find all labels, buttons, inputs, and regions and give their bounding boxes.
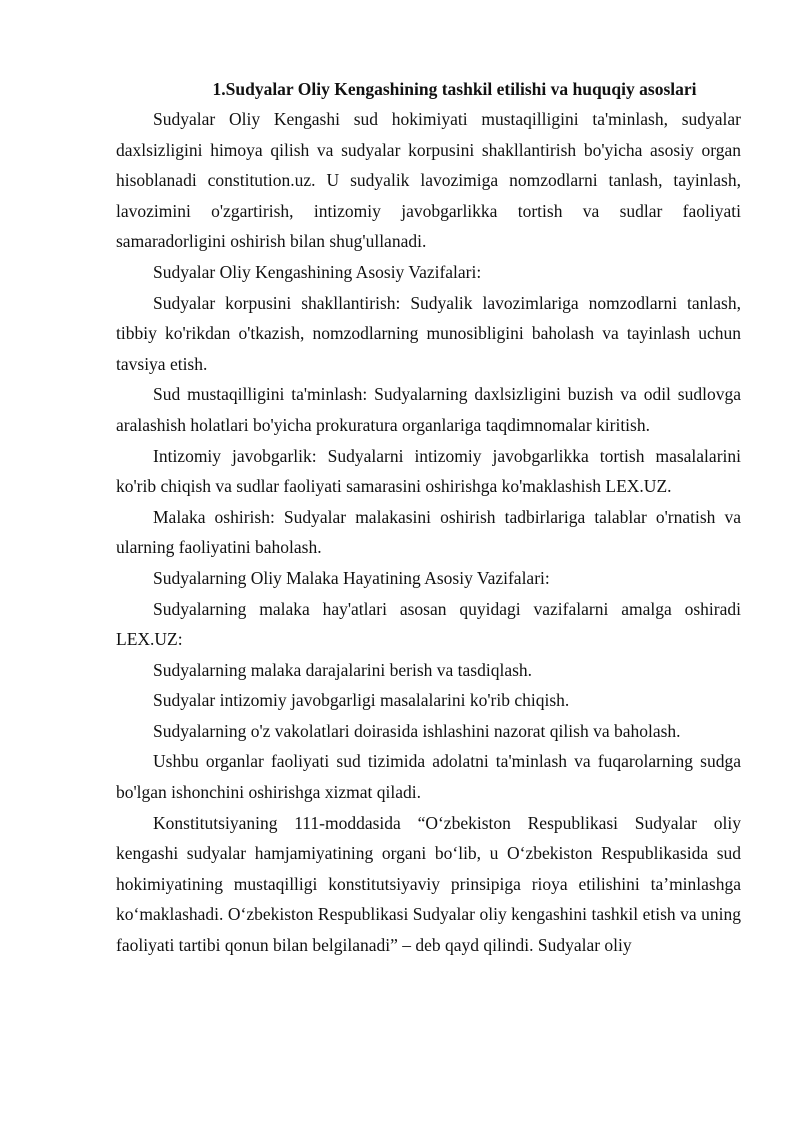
paragraph-12: Ushbu organlar faoliyati sud tizimida adolatni ta'minlash va fuqarolarning sudga bo'lgan ishonchini oshirishga xizmat qiladi. xyxy=(116,751,741,803)
paragraph-8: Sudyalarning malaka hay'atlari asosan quyidagi vazifalarni amalga oshiradi LEX.UZ: xyxy=(116,598,741,650)
paragraph-10: Sudyalar intizomiy javobgarligi masalalarini ko'rib chiqish. xyxy=(153,690,570,711)
paragraph-7: Sudyalarning Oliy Malaka Hayatining Asosiy Vazifalari: xyxy=(153,567,550,588)
paragraph-5: Intizomiy javobgarlik: Sudyalarni intizomiy javobgarlikka tortish masalalarini ko'rib chiqish va sudlar faoliyati samarasini oshirishga ko'maklashish LEX.UZ. xyxy=(116,445,741,497)
paragraph-3: Sudyalar korpusini shakllantirish: Sudyalik lavozimlariga nomzodlarni tanlash, tibbiy ko'rikdan o'tkazish, nomzodlarning munosibligini baholash va tayinlash uchun tavsiya etish. xyxy=(116,292,741,374)
paragraph-11: Sudyalarning o'z vakolatlari doirasida ishlashini nazorat qilish va baholash. xyxy=(153,720,681,741)
document-title: 1.Sudyalar Oliy Kengashining tashkil etilishi va huquqiy asoslari xyxy=(212,79,697,99)
paragraph-13: Konstitutsiyaning 111-moddasida “O‘zbekiston Respublikasi Sudyalar oliy kengashi sudyalar hamjamiyatining organi bo‘lib, u O‘zbekiston Respublikasida sud hokimiyatining mustaqilligi konstitutsiyaviy prinsipiga rioya etilishini ta’minlashga ko‘maklashadi. O‘zbekiston Respublikasi Sudyalar oliy kengashini tashkil etish va uning faoliyati tartibi qonun bilan belgilanadi” – deb qayd qilindi. Sudyalar oliy xyxy=(116,812,741,956)
paragraph-9: Sudyalarning malaka darajalarini berish va tasdiqlash. xyxy=(153,659,533,680)
document-page xyxy=(116,74,741,961)
paragraph-1: Sudyalar Oliy Kengashi sud hokimiyati mustaqilligini ta'minlash, sudyalar daxlsizligini himoya qilish va sudyalar korpusini shakllantirish bo'yicha asosiy organ hisoblanadi constitution.uz. U sudyalik lavozimiga nomzodlarni tanlash, tayinlash, lavozimini o'zgartirish, intizomiy javobgarlikka tortish va sudlar faoliyati samaradorligini oshirish bilan shug'ullanadi. xyxy=(116,109,741,252)
paragraph-6: Malaka oshirish: Sudyalar malakasini oshirish tadbirlariga talablar o'rnatish va ularning faoliyatini baholash. xyxy=(116,506,741,558)
paragraph-2: Sudyalar Oliy Kengashining Asosiy Vazifalari: xyxy=(153,261,482,282)
paragraph-4: Sud mustaqilligini ta'minlash: Sudyalarning daxlsizligini buzish va odil sudlovga aralashish holatlari bo'yicha prokuratura organlariga taqdimnomalar kiritish. xyxy=(116,384,741,435)
